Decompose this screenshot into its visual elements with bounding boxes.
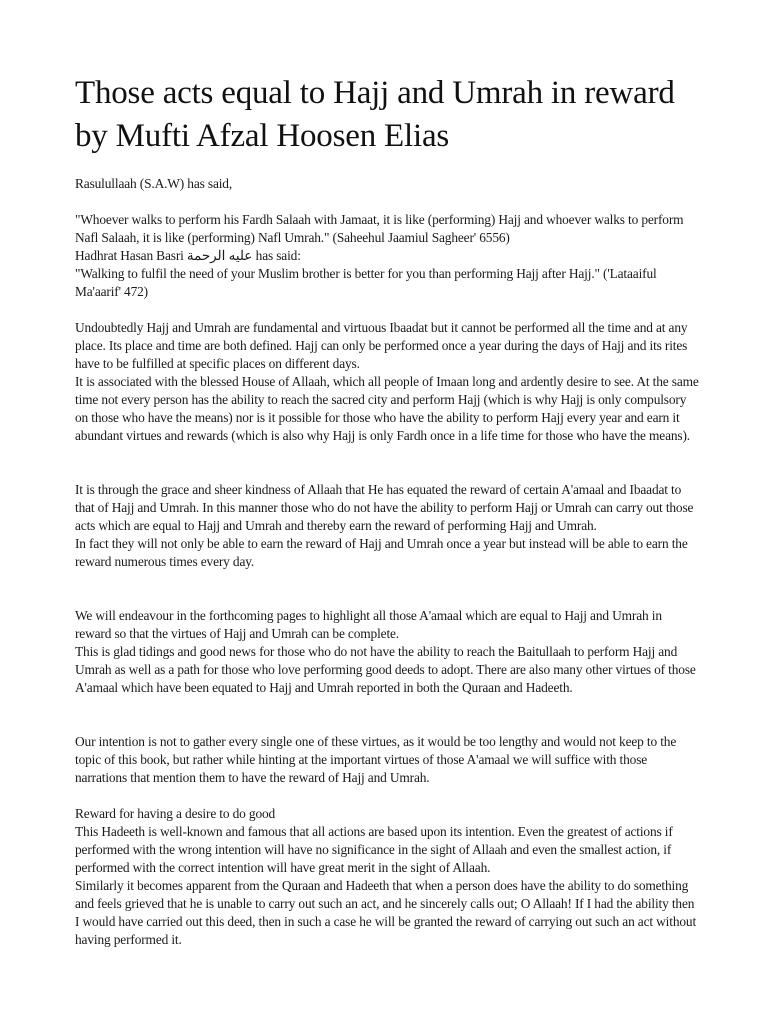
document-body <box>75 175 701 949</box>
paragraph-numerous-times: In fact they will not only be able to earn the reward of Hajj and Umrah once a year but instead will be able to earn the reward numerous times every day. <box>75 536 688 569</box>
document-page <box>75 72 701 949</box>
paragraph-glad-tidings: This is glad tidings and good news for those who do not have the ability to reach the Baitullaah to perform Hajj and Umrah as well as a path for those who love performing good deeds to adopt. There are also many other virtues of those A'amaal which have been equated to Hajj and Umrah reported in both the Quraan and Hadeeth. <box>75 644 696 695</box>
paragraph-house-of-allaah: It is associated with the blessed House of Allaah, which all people of Imaan long and ardently desire to see. At the same time not every person has the ability to reach the sacred city and perform Hajj (which is why Hajj is only compulsory on those who have the means) nor is it possible for those who have the ability to perform Hajj every year and earn it abundant virtues and rewards (which is also why Hajj is only Fardh once in a life time for those who have the means). <box>75 374 699 443</box>
paragraph-intro: Rasulullaah (S.A.W) has said, <box>75 176 233 191</box>
page-title: Those acts equal to Hajj and Umrah in reward by Mufti Afzal Hoosen Elias <box>75 75 675 154</box>
paragraph-grace-of-allaah: It is through the grace and sheer kindness of Allaah that He has equated the reward of certain A'amaal and Ibaadat to that of Hajj and Umrah. In this manner those who do not have the ability to perform Hajj or Umrah can carry out those acts which are equal to Hajj and Umrah and thereby earn the reward of performing Hajj and Umrah. <box>75 482 694 533</box>
paragraph-our-intention: Our intention is not to gather every single one of these virtues, as it would be too lengthy and would not keep to the topic of this book, but rather while hinting at the important virtues of those A'amaal we will suffice with those narrations that mention them to have the reward of Hajj and Umrah. <box>75 734 677 785</box>
paragraph-forthcoming-pages: We will endeavour in the forthcoming pages to highlight all those A'amaal which are equal to Hajj and Umrah in reward so that the virtues of Hajj and Umrah can be complete. <box>75 608 662 641</box>
paragraph-hadith-salaah: "Whoever walks to perform his Fardh Salaah with Jamaat, it is like (performing) Hajj and whoever walks to perform Nafl Salaah, it is like (performing) Nafl Umrah." (Saheehul Jaamiul Sagheer' 6556) <box>75 212 684 245</box>
section-heading-desire: Reward for having a desire to do good <box>75 806 276 821</box>
paragraph-hajj-defined: Undoubtedly Hajj and Umrah are fundamental and virtuous Ibaadat but it cannot be performed all the time and at any place. Its place and time are both defined. Hajj can only be performed once a year during the days of Hajj and its rites have to be fulfilled at specific places on different days. <box>75 320 688 371</box>
paragraph-hasan-basri: Hadhrat Hasan Basri عليه الرحمة has said: <box>75 248 301 263</box>
paragraph-quote-brother: "Walking to fulfil the need of your Muslim brother is better for you than performing Hajj after Hajj." ('Lataaiful Ma'aarif' 472) <box>75 266 657 299</box>
paragraph-intention-hadeeth: This Hadeeth is well-known and famous that all actions are based upon its intention. Even the greatest of actions if performed with the wrong intention will have no significance in the sight of Allaah and even the smallest action, if performed with the correct intention will have great merit in the sight of Allaah. <box>75 824 673 875</box>
paragraph-sincere-call: Similarly it becomes apparent from the Quraan and Hadeeth that when a person does have the ability to do something and feels grieved that he is unable to carry out such an act, and he sincerely calls out; O Allaah! If I had the ability then I would have carried out this deed, then in such a case he will be granted the reward of carrying out such an act without having performed it. <box>75 878 697 947</box>
